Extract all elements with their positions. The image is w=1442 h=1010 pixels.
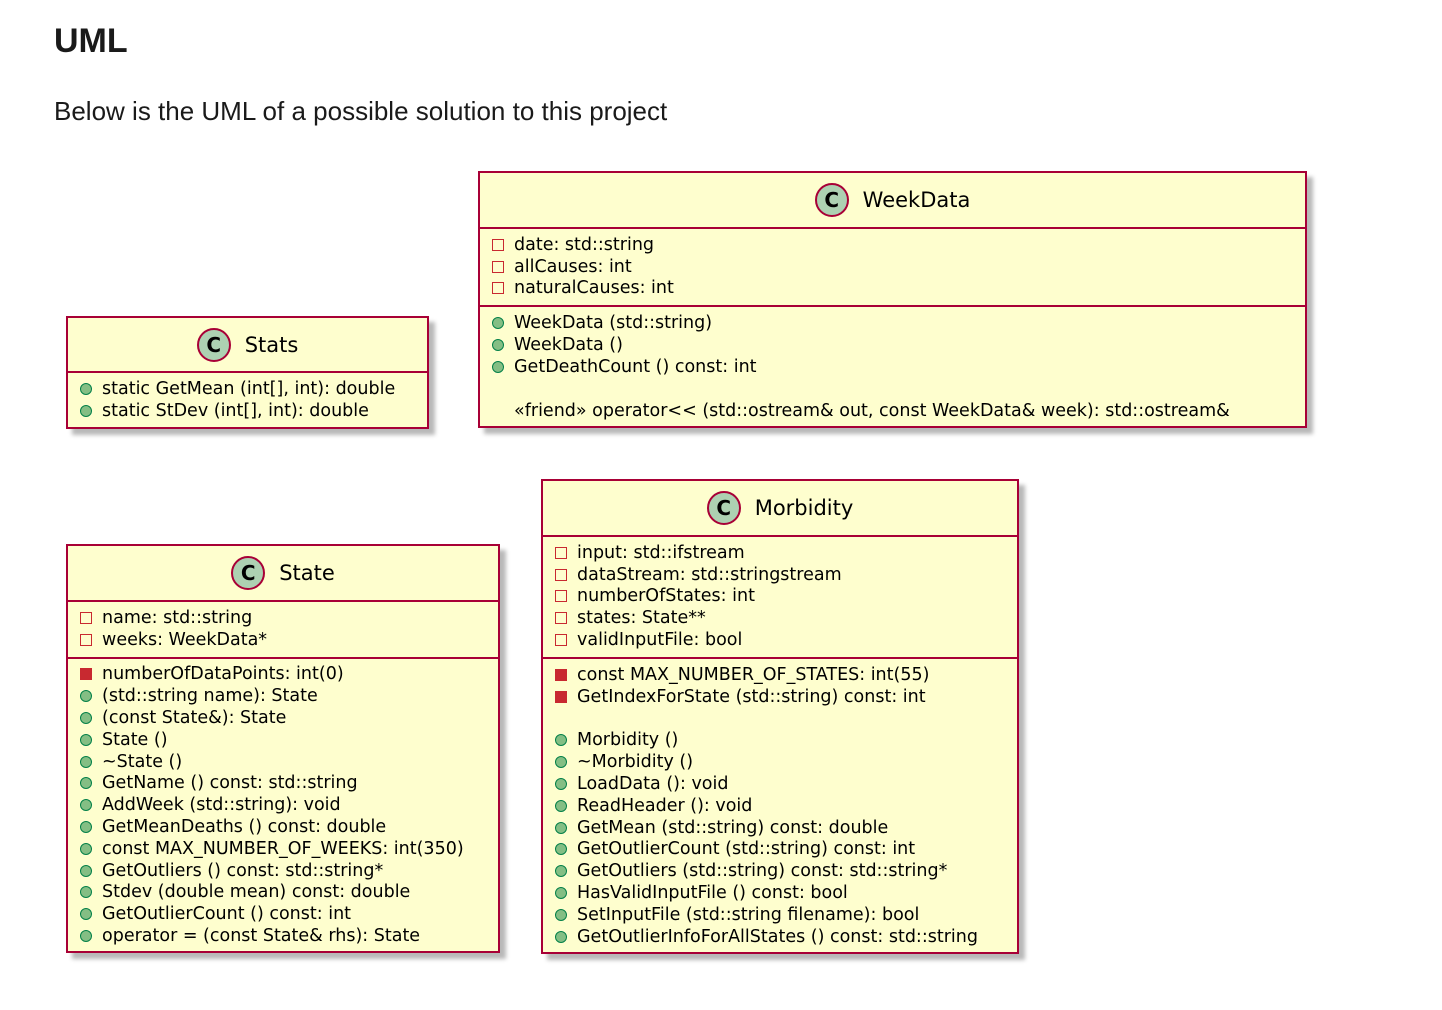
member-row <box>80 400 417 422</box>
member-row <box>555 860 1007 882</box>
member-text: GetOutliers (std::string) const: std::string* <box>577 861 948 882</box>
member-row <box>555 686 1007 708</box>
private-field-icon <box>555 569 567 581</box>
public-visibility-icon <box>555 778 567 790</box>
private-field-icon <box>80 634 92 646</box>
member-spacer <box>492 378 1295 400</box>
member-text: GetMean (std::string) const: double <box>577 817 889 838</box>
member-row <box>555 773 1007 795</box>
member-text: SetInputFile (std::string filename): bool <box>577 904 920 925</box>
member-row <box>555 730 1007 752</box>
fields-section <box>543 537 1017 657</box>
member-text: validInputFile: bool <box>577 630 743 651</box>
class-state <box>66 544 500 953</box>
public-visibility-icon <box>80 734 92 746</box>
member-row <box>555 795 1007 817</box>
private-method-icon <box>555 691 567 703</box>
member-row <box>555 926 1007 948</box>
class-icon: C <box>231 556 265 590</box>
public-visibility-icon <box>80 712 92 724</box>
public-visibility-icon <box>80 930 92 942</box>
member-text: GetOutlierInfoForAllStates () const: std::string <box>577 926 978 947</box>
member-text: states: State** <box>577 608 706 629</box>
member-text: WeekData (std::string) <box>514 313 713 334</box>
public-visibility-icon <box>555 756 567 768</box>
public-visibility-icon <box>80 383 92 395</box>
class-state-header <box>68 546 498 602</box>
private-field-icon <box>555 634 567 646</box>
member-row <box>80 903 488 925</box>
member-text: allCauses: int <box>514 256 632 277</box>
member-text: numberOfDataPoints: int(0) <box>102 664 344 685</box>
public-visibility-icon <box>555 822 567 834</box>
member-row <box>80 707 488 729</box>
member-row <box>492 400 1295 422</box>
private-field-icon <box>492 261 504 273</box>
public-visibility-icon <box>80 865 92 877</box>
class-state-name: State <box>279 561 335 585</box>
member-text: GetMeanDeaths () const: double <box>102 817 387 838</box>
class-weekdata-header <box>480 173 1305 229</box>
member-row <box>555 904 1007 926</box>
member-text: State () <box>102 729 168 750</box>
public-visibility-icon <box>555 865 567 877</box>
class-weekdata-name: WeekData <box>862 188 971 212</box>
private-field-icon <box>80 612 92 624</box>
public-visibility-icon <box>555 931 567 943</box>
member-row <box>555 542 1007 564</box>
class-icon: C <box>707 491 741 525</box>
member-row <box>555 751 1007 773</box>
member-text: static GetMean (int[], int): double <box>102 378 396 399</box>
class-icon: C <box>197 328 231 362</box>
member-row <box>492 234 1295 256</box>
member-row <box>555 882 1007 904</box>
class-stats-header <box>68 318 427 373</box>
public-visibility-icon <box>555 887 567 899</box>
intro-text: Below is the UML of a possible solution to this project <box>54 96 668 126</box>
member-text: ~Morbidity () <box>577 752 694 773</box>
member-row <box>492 356 1295 378</box>
class-morbidity-name: Morbidity <box>754 496 854 520</box>
public-visibility-icon <box>80 799 92 811</box>
public-visibility-icon <box>80 908 92 920</box>
public-visibility-icon <box>80 821 92 833</box>
member-text: (std::string name): State <box>102 686 318 707</box>
methods-section <box>480 305 1305 427</box>
public-visibility-icon <box>492 361 504 373</box>
member-row <box>492 334 1295 356</box>
private-field-icon <box>555 590 567 602</box>
member-text: GetOutliers () const: std::string* <box>102 860 384 881</box>
member-row <box>492 256 1295 278</box>
member-row <box>492 312 1295 334</box>
member-row <box>80 816 488 838</box>
public-visibility-icon <box>555 843 567 855</box>
member-row <box>80 773 488 795</box>
public-visibility-icon <box>492 317 504 329</box>
public-visibility-icon <box>80 756 92 768</box>
member-text: GetName () const: std::string <box>102 773 358 794</box>
member-text: «friend» operator<< (std::ostream& out, const WeekData& week): std::ostream& <box>514 400 1230 421</box>
member-text: input: std::ifstream <box>577 542 745 563</box>
member-row <box>80 860 488 882</box>
public-visibility-icon <box>80 777 92 789</box>
member-row <box>492 278 1295 300</box>
member-row <box>80 685 488 707</box>
member-text: LoadData (): void <box>577 774 729 795</box>
public-visibility-icon <box>555 909 567 921</box>
private-field-icon <box>555 612 567 624</box>
public-visibility-icon <box>80 843 92 855</box>
member-text: const MAX_NUMBER_OF_STATES: int(55) <box>577 664 930 685</box>
member-text: GetOutlierCount (std::string) const: int <box>577 839 916 860</box>
member-text: ~State () <box>102 751 183 772</box>
member-text: name: std::string <box>102 607 253 628</box>
class-stats-name: Stats <box>244 332 299 357</box>
class-icon: C <box>815 183 849 217</box>
fields-section <box>68 602 498 657</box>
member-row <box>555 817 1007 839</box>
public-visibility-icon <box>555 800 567 812</box>
member-row <box>555 607 1007 629</box>
member-text: HasValidInputFile () const: bool <box>577 883 848 904</box>
private-method-icon <box>555 669 567 681</box>
member-row <box>80 838 488 860</box>
member-text: AddWeek (std::string): void <box>102 795 341 816</box>
member-text: Morbidity () <box>577 730 679 751</box>
member-text: Stdev (double mean) const: double <box>102 882 411 903</box>
member-row <box>80 378 417 400</box>
class-weekdata <box>478 171 1307 428</box>
public-visibility-icon <box>80 886 92 898</box>
member-row <box>80 607 488 629</box>
member-text: naturalCauses: int <box>514 278 674 299</box>
member-spacer <box>555 708 1007 730</box>
member-text: WeekData () <box>514 335 623 356</box>
class-stats <box>66 316 429 429</box>
public-visibility-icon <box>80 690 92 702</box>
member-row <box>555 629 1007 651</box>
private-field-icon <box>492 239 504 251</box>
member-row <box>555 586 1007 608</box>
public-visibility-icon <box>80 405 92 417</box>
member-text: weeks: WeekData* <box>102 629 268 650</box>
member-row <box>80 882 488 904</box>
member-row <box>80 794 488 816</box>
member-row <box>555 664 1007 686</box>
public-visibility-icon <box>492 339 504 351</box>
member-text: const MAX_NUMBER_OF_WEEKS: int(350) <box>102 838 464 859</box>
member-row <box>80 629 488 651</box>
private-field-icon <box>555 547 567 559</box>
page-title: UML <box>54 22 128 60</box>
member-text: GetIndexForState (std::string) const: int <box>577 686 926 707</box>
member-text: (const State&): State <box>102 708 287 729</box>
methods-section <box>543 657 1017 954</box>
private-field-icon <box>492 282 504 294</box>
member-text: GetOutlierCount () const: int <box>102 904 352 925</box>
private-method-icon <box>80 668 92 680</box>
member-text: dataStream: std::stringstream <box>577 564 842 585</box>
public-visibility-icon <box>555 734 567 746</box>
member-text: operator = (const State& rhs): State <box>102 926 421 947</box>
member-text: GetDeathCount () const: int <box>514 356 757 377</box>
member-row <box>80 751 488 773</box>
member-text: ReadHeader (): void <box>577 795 753 816</box>
member-text: date: std::string <box>514 234 655 255</box>
methods-section <box>68 373 427 428</box>
member-row <box>555 564 1007 586</box>
fields-section <box>480 229 1305 305</box>
member-row <box>555 839 1007 861</box>
member-row <box>80 925 488 947</box>
class-morbidity-header <box>543 481 1017 537</box>
member-text: static StDev (int[], int): double <box>102 400 369 421</box>
methods-section <box>68 657 498 953</box>
class-morbidity <box>541 479 1019 954</box>
member-row <box>80 664 488 686</box>
member-text: numberOfStates: int <box>577 586 755 607</box>
member-row <box>80 729 488 751</box>
